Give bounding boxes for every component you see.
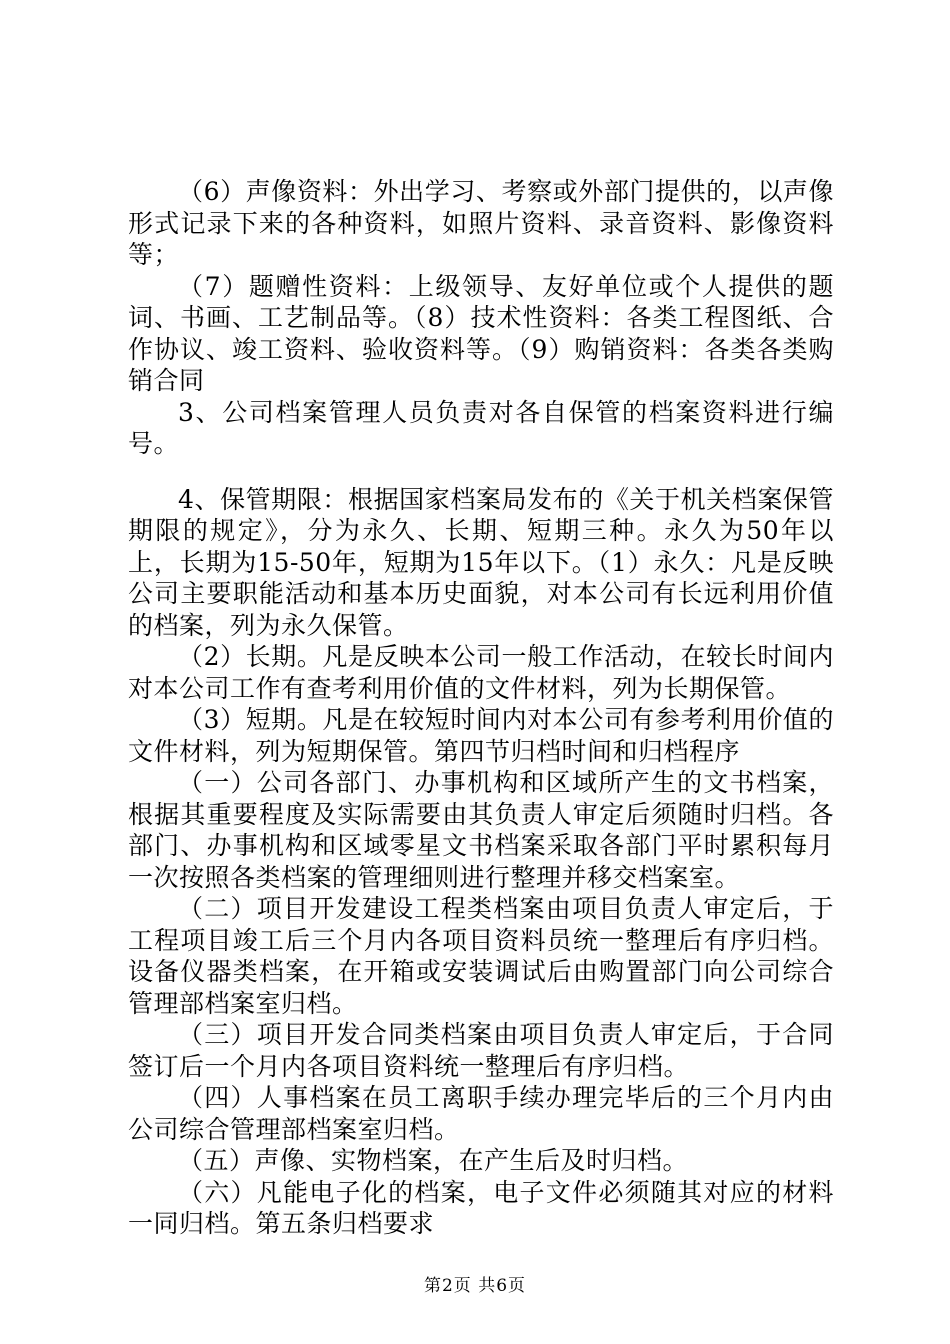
paragraph-short-term: （3）短期。凡是在较短时间内对本公司有参考利用价值的文件材料，列为短期保管。第四节归档时间和归档程序	[128, 705, 834, 766]
paragraph-long-term: （2）长期。凡是反映本公司一般工作活动，在较长时间内对本公司工作有查考利用价值的文件材料，列为长期保管。	[128, 642, 834, 703]
page-number-footer: 第2页 共6页	[423, 1276, 527, 1296]
document-body	[128, 176, 834, 1240]
paragraph-contract-filing: （三）项目开发合同类档案由项目负责人审定后，于合同签订后一个月内各项目资料统一整理后有序归档。	[128, 1020, 834, 1081]
paragraph-electronic-filing: （六）凡能电子化的档案，电子文件必须随其对应的材料一同归档。第五条归档要求	[128, 1177, 834, 1238]
paragraph-audio-visual-materials: （6）声像资料：外出学习、考察或外部门提供的，以声像形式记录下来的各种资料，如照片资料、录音资料、影像资料等；	[128, 177, 834, 269]
paragraph-gift-technical-sales-materials: （7）题赠性资料：上级领导、友好单位或个人提供的题词、书画、工艺制品等。（8）技术性资料：各类工程图纸、合作协议、竣工资料、验收资料等。（9）购销资料：各类各类购销合同	[128, 271, 834, 395]
paragraph-document-filing: （一）公司各部门、办事机构和区域所产生的文书档案，根据其重要程度及实际需要由其负责人审定后须随时归档。各部门、办事机构和区域零星文书档案采取各部门平时累积每月一次按照各类档案的管理细则进行整理并移交档案室。	[128, 768, 834, 892]
paragraph-retention-period: 4、保管期限：根据国家档案局发布的《关于机关档案保管期限的规定》，分为永久、长期、短期三种。永久为50年以上，长期为15-50年，短期为15年以下。（1）永久：凡是反映公司主要职能活动和基本历史面貌，对本公司有长远利用价值的档案，列为永久保管。	[128, 484, 834, 640]
paragraph-audio-visual-filing: （五）声像、实物档案，在产生后及时归档。	[178, 1146, 689, 1175]
paragraph-personnel-filing: （四）人事档案在员工离职手续办理完毕后的三个月内由公司综合管理部档案室归档。	[128, 1083, 834, 1144]
paragraph-project-engineering-filing: （二）项目开发建设工程类档案由项目负责人审定后，于工程项目竣工后三个月内各项目资料员统一整理后有序归档。设备仪器类档案，在开箱或安装调试后由购置部门向公司综合管理部档案室归档。	[128, 894, 834, 1018]
paragraph-numbering: 3、公司档案管理人员负责对各自保管的档案资料进行编号。	[128, 397, 834, 458]
